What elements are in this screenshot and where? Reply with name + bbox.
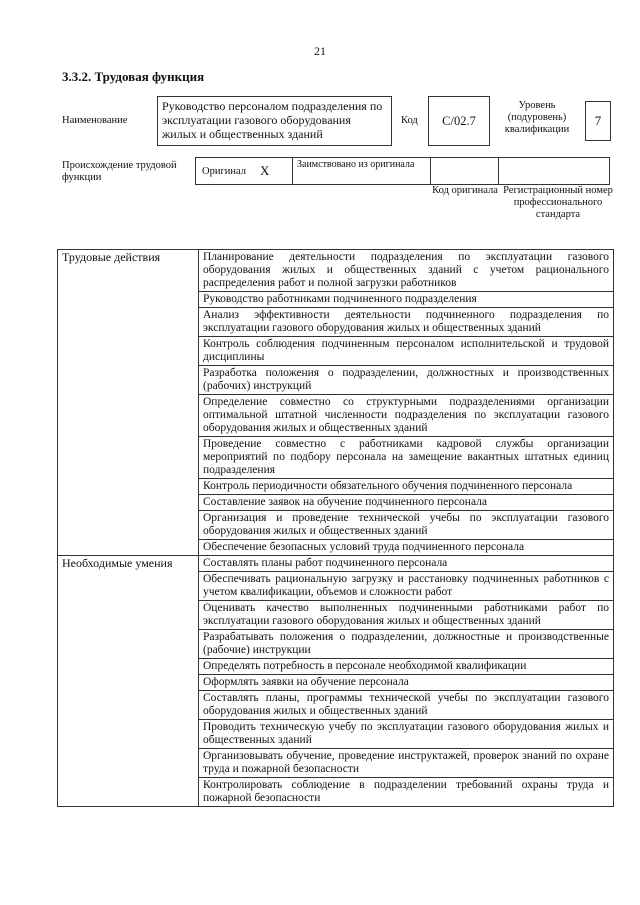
- item-cell: Обеспечивать рациональную загрузку и расстановку подчиненных работников с учетом квалификации, объемов и сложности работ: [199, 572, 614, 601]
- original-mark: X: [260, 163, 270, 178]
- category-cell: Необходимые умения: [58, 556, 199, 807]
- item-cell: Контроль соблюдения подчиненным персоналом исполнительской и трудовой дисциплины: [199, 337, 614, 366]
- item-cell: Оценивать качество выполненных подчиненными работниками работ по эксплуатации газового оборудования жилых и общественных зданий: [199, 601, 614, 630]
- original-label: Оригинал: [202, 165, 246, 177]
- item-cell: Определение совместно со структурными подразделениями организации оптимальной штатной численности подразделения по эксплуатации газового оборудования жилых и общественных зданий: [199, 395, 614, 437]
- category-cell: Трудовые действия: [58, 250, 199, 556]
- item-cell: Разработка положения о подразделении, должностных и производственных (рабочих) инструкций: [199, 366, 614, 395]
- borrowed-cell: Заимствовано из оригинала: [292, 157, 431, 185]
- item-cell: Проведение совместно с работниками кадровой службы организации мероприятий по подбору персонала на замещение вакантных штатных единиц подразделения: [199, 437, 614, 479]
- table-row: [58, 556, 614, 572]
- item-cell: Составление заявок на обучение подчиненного персонала: [199, 495, 614, 511]
- function-code-box: C/02.7: [428, 96, 490, 146]
- origin-label: Происхождение трудовой функции: [62, 160, 177, 183]
- registration-number-caption: Регистрационный номер профессионального стандарта: [503, 185, 613, 220]
- item-cell: Анализ эффективности деятельности подчиненного подразделения по эксплуатации газового оборудования жилых и общественных зданий: [199, 308, 614, 337]
- item-cell: Определять потребность в персонале необходимой квалификации: [199, 659, 614, 675]
- item-cell: Руководство работниками подчиненного подразделения: [199, 292, 614, 308]
- code-label: Код: [401, 115, 418, 126]
- table-row: [58, 250, 614, 292]
- qualification-level-label: Уровень (подуровень) квалификации: [504, 100, 570, 135]
- section-title: 3.3.2. Трудовая функция: [62, 69, 205, 84]
- qualification-level-box: 7: [585, 101, 611, 141]
- function-name-box: Руководство персоналом подразделения по эксплуатации газового оборудования жилых и общественных зданий: [157, 96, 392, 146]
- origin-row: [195, 157, 611, 185]
- original-cell: [195, 157, 293, 185]
- item-cell: Организация и проведение технической учебы по эксплуатации газового оборудования жилых и общественных зданий: [199, 511, 614, 540]
- labor-function-table: [57, 249, 614, 807]
- page-number: 21: [314, 44, 326, 58]
- item-cell: Контролировать соблюдение в подразделении требований охраны труда и пожарной безопасности: [199, 778, 614, 807]
- name-label: Наименование: [62, 115, 128, 126]
- original-code-caption: Код оригинала: [432, 185, 498, 196]
- item-cell: Контроль периодичности обязательного обучения подчиненного персонала: [199, 479, 614, 495]
- registration-number-cell: [498, 157, 610, 185]
- item-cell: Организовывать обучение, проведение инструктажей, проверок знаний по охране труда и пожарной безопасности: [199, 749, 614, 778]
- item-cell: Оформлять заявки на обучение персонала: [199, 675, 614, 691]
- item-cell: Планирование деятельности подразделения по эксплуатации газового оборудования жилых и общественных зданий с учетом рационального распределения работ и полной загрузки работников: [199, 250, 614, 292]
- item-cell: Проводить техническую учебу по эксплуатации газового оборудования жилых и общественных зданий: [199, 720, 614, 749]
- original-code-cell: [430, 157, 499, 185]
- item-cell: Разрабатывать положения о подразделении, должностные и производственные (рабочие) инструкции: [199, 630, 614, 659]
- item-cell: Составлять планы работ подчиненного персонала: [199, 556, 614, 572]
- item-cell: Обеспечение безопасных условий труда подчиненного персонала: [199, 540, 614, 556]
- item-cell: Составлять планы, программы технической учебы по эксплуатации газового оборудования жилых и общественных зданий: [199, 691, 614, 720]
